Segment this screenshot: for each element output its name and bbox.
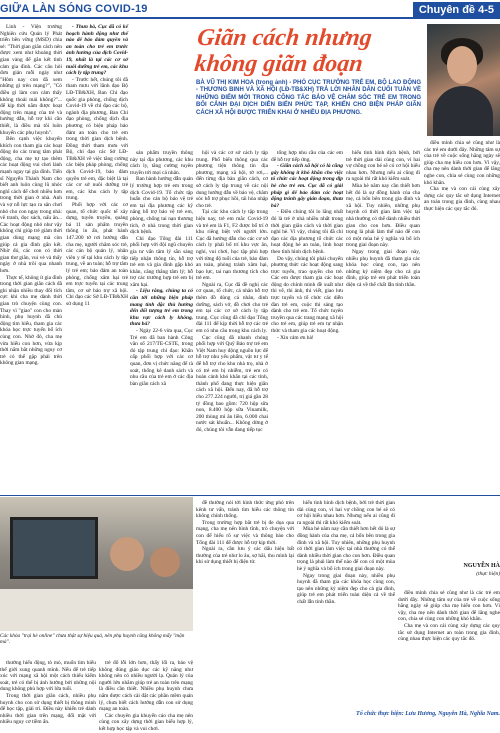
paragraph: Ngoài ra, cần lưu ý các dấu hiệu bất thường của trẻ như lo âu, sợ hãi, thu mình lại khi sử dụng thiết bị điện tử. [196, 546, 294, 566]
page-header [0, 0, 500, 20]
lower-column-2 [99, 660, 193, 732]
paragraph: điều mình chia sẻ cũng như là các trẻ em dưới đây. Những tâm sự của trẻ về cuộc sống hằng ngày sẽ giúp cha mẹ hiểu con hơn. Vì vậy, cha mẹ nên dành thời gian để lắng nghe con, chia sẻ cùng con những khó khăn. [398, 590, 500, 623]
section-divider [0, 495, 500, 496]
article-column-4 [196, 150, 268, 495]
article-column-5 [271, 150, 343, 495]
article-column-3 [130, 150, 193, 495]
paragraph: hiểu tình hình dịch bệnh, bởi trẻ thời gian dài cùng con, vì hai vợ chồng con bé sẽ có cơ hội hiểu nhau hơn. Nhưng nếu ai cũng đi ra ngoài thì rất khó kiểm soát. [346, 150, 420, 183]
children-online-photo [0, 497, 193, 631]
paragraph: tổng hợp nhu cầu của các em để hỗ trợ tiếp ứng. [271, 150, 343, 163]
interview-answer: Phối hợp với các cơ quan, tổ chức quốc tế xây dựng, tuyên truyền, quảng bá 11 sản phẩm truyền thông in ấn, phát hành 147.200 tờ rơi hướng dẫn cha mẹ, người chăm sóc trẻ, các cán bộ quản lý, nhân viên y tế tại khu cách ly tập trung, về an toàn; hỗ trợ tâm lý trẻ em; bảo đảm an toàn phòng, chống xâm hại trẻ em trực tuyến tại các trung tâm, cơ sở bảo trợ xã hội. Chỉ đạo các Sở LĐ-TB&XH sử dụng 11 [66, 202, 128, 307]
paragraph: điều mình chia sẻ cũng như là các trẻ em dưới đây. Những tâm sự của trẻ về cuộc sống hằng ngày sẽ giúp cha mẹ hiểu con hơn. Vì vậy, cha mẹ nên dành thời gian để lắng nghe con, chia sẻ cùng con những khó khăn. [424, 140, 500, 186]
paragraph: Chỉ đạo Tổng đài 111 phối hợp với đội ngũ chuyên gia tư vấn tâm lý sẵn sàng tiếp nhận thông tin, hỗ trợ trẻ em và gia đình gặp khó khăn, căng thẳng tâm lý; hỗ trợ các trường hợp trẻ em bị xâm hại. [130, 235, 193, 288]
lower-column-1 [0, 660, 96, 726]
header-rule [0, 17, 500, 19]
section-title: GIỮA LÀN SÓNG COVID-19 [0, 3, 148, 15]
paragraph: hiểu tình hình dịch bệnh, bởi trẻ thời gian dài cùng con, vì hai vợ chồng con bé sẽ có cơ hội hiểu nhau hơn. Nhưng nếu ai cũng đi ra ngoài thì rất khó kiểm soát. [297, 500, 395, 526]
paragraph: Bên cạnh việc khuyến khích con tham gia các hoạt động do các trung tâm phát động, cha mẹ tự tạo thêm các hoạt động vui chơi lành mạnh ngay tại gia đình. Tiến sĩ Nguyễn Thành Nam cho biết anh luôn cùng lũ nhóc nghĩ cách để chơi nhiều hơn trong thời gian ở nhà. Anh và vợ nỗ lực tạo ra sân chơi nhỏ cho con ngay trong nhà: vẽ tranh, đọc sách, nấu ăn... Các hoạt động nhỏ như vậy không chỉ giúp trẻ giảm thời gian dùng mạng mà còn giúp cả gia đình gắn kết. Nhờ đó, các con có thời gian thư giãn, vui vẻ và thấy ngày ở nhà trôi qua nhanh hơn. [0, 136, 62, 274]
author-note: (thực hiện) [476, 571, 500, 577]
paragraph: - Xin cảm ơn bà! [277, 334, 314, 341]
paragraph: Cục cũng đã nhanh chóng phối hợp với Quỹ Bảo trợ trẻ em Việt Nam huy động nguồn lực để hỗ trợ nhu yếu phẩm, vật tư y tế để hỗ trợ cho khu nhà trọ, nhà ở có trẻ em bị nhiễm, trẻ em có hoàn cảnh khó khăn tại các tỉnh, thành phố đang thực hiện giãn cách xã hội. Đến nay, đã hỗ trợ cho 277.224 người, trị giá gần 28 tỷ đồng bao gồm: 720 hộp sữa non, 8.400 hộp sữa Vinamilk, 200 thùng mì ăn liền, 6.000 chai nước sát khuẩn... Không dừng ở đó, chúng tôi vẫn đang tiếp tục [196, 334, 268, 433]
article-column-6 [346, 150, 420, 495]
article-lead: BÀ VŨ THỊ KIM HOA (trong ảnh) - PHÓ CỤC TRƯỞNG TRẺ EM, BỘ LAO ĐỘNG - THƯƠNG BINH VÀ XÃ HỘI (LĐ-TB&XH) TRẢ LỜI NHÂN DÂN CUỐI TUẦN VỀ NHỮNG ĐIỂM MỚI TRONG CÔNG TÁC BẢO VỆ CHĂM SÓC TRẺ EM TRONG BỐI CẢNH ĐẠI DỊCH DIỄN BIẾN PHỨC TẠP, KHIẾN CHO BIỆN PHÁP GIÃN CÁCH XÃ HỘI ĐƯỢC TRIỂN KHAI Ở NHIỀU ĐỊA PHƯƠNG. [196, 80, 421, 116]
paragraph: hội và các cơ sở cách ly tập trung. Phổ biến thông qua các phương tiện thông tin địa phương, mạng xã hội, tờ rơi,... đến từng địa bàn giãn cách, cơ sở cách ly tập trung về các nội dung hướng dẫn về bảo vệ, chăm sóc hỗ trợ phục hồi, tái hòa nhập cho trẻ. [196, 150, 268, 209]
paragraph: Trong thời gian giãn cách, nhiều phụ huynh cho con sử dụng thiết bị thông minh để học tập, giải trí. Điều này khiến trẻ dành nhiều thời gian trên mạng, đối mặt với nhiều nguy cơ tiềm ẩn. [0, 692, 96, 726]
photo-caption: Các khóa "trại hè online" chưa thật sự hiệu quả, nên phụ huynh cũng không mấy "mặn mà". [0, 633, 185, 646]
interview-question: - Liệu rằng, chúng ta có cần tới những biện pháp mang tính đặc thù hướng đến đối tượng trẻ em trong khu vực cách ly không, thưa bà? [130, 288, 193, 328]
author-name: NGUYỄN HÀ [463, 563, 500, 569]
paragraph: Cha mẹ và con cái cùng xây dựng các quy tắc sử dụng Internet an toàn trong gia đình, cùng nhau thực hiện các quy tắc đó. [398, 622, 500, 643]
paragraph: Ngay trong giai đoạn này, nhiều phụ huynh đã tham gia các khóa học cùng con, tạo nên những kỷ niệm đẹp cho cả gia đình, giúp trẻ em phát triển toàn diện cả về thể chất lẫn tinh thần. [346, 248, 420, 288]
article-headline: Giãn cách nhưng không giãn đoạn [193, 25, 374, 77]
paragraph: trẻ đổ lỗi lớn hơn, thấy lối ra, bảo vệ không đúng giáo dục các kỹ năng như không nên có nhiều người lạ. Quản lý của người lớn nhằm giúp trẻ an toàn trên mạng là điều cần thiết. Nhiều phụ huynh chưa nắm được cách cài đặt các phần mềm quản lý, chưa biết cách hướng dẫn con sử dụng mạng an toàn. [99, 660, 193, 713]
production-credits: Tổ chức thực hiện: Lưu Hương, Nguyễn Hà, Nghĩa Nam. [356, 711, 500, 717]
lower-column-4 [297, 500, 395, 710]
paragraph: Mùa hè năm nay cần thiết hơn hết đó là sự đồng hành của cha mẹ, cả bốn bên trong gia đình và xã hội. Tuy nhiên, những phụ huynh có thời gian làm việc tại nhà thường có thể dành nhiều thời gian cho con hơn. Điều quan trọng là phải làm thế nào để con có một mùa hè ý nghĩa và bổ ích trong giai đoạn này. [346, 182, 420, 249]
paragraph: Các chuyên gia khuyến cáo cha mẹ nên cùng con xây dựng thời gian biểu hợp lý, kết hợp học tập và vui chơi. [99, 712, 193, 732]
interview-question: - Giãn cách xã hội có là cũng gây không ít khó khăn cho việc tổ chức các hoạt động trong dịp hè cho trẻ em. Cục đã có giải pháp gì để bảo đảm các hoạt động tránh gây gián đoạn, thưa bà? [271, 163, 343, 209]
paragraph: - Điều chúng tôi lo lắng nhất đó là trẻ ở nhà nhiều nhất trong thời gian giãn cách và thời gian nghỉ hè. Vì vậy, chúng tôi đã chỉ đạo các địa phương tổ chức các hoạt động hè an toàn, linh hoạt theo tình hình dịch bệnh. [271, 209, 343, 255]
article-column-7 [424, 140, 500, 560]
paragraph: Trong trường hợp bắt trẻ bị đe dọa qua mạng, cha mẹ nên bình tĩnh, trò chuyện với con để hiểu rõ sự việc và thông báo cho Tổng đài 111 để được hỗ trợ kịp thời. [196, 519, 294, 546]
paragraph: Tại các khu cách ly tập trung hiện nay, trẻ em mắc Covid-19 và trẻ em là F1, F2 được bố trí ở khu riêng biệt với người lớn. Cục đã hướng dẫn cho các cơ sở cách ly phải bố trí khu vực ăn, nghỉ, vui chơi, học tập phù hợp với từng độ tuổi của trẻ, bảo đảm an toàn, phòng tránh xâm hại, bạo lực, tai nạn thương tích cho trẻ em. [196, 209, 268, 282]
topic-badge: Chuyên đề 4-5 [413, 2, 500, 18]
paragraph: Mùa hè năm nay cần thiết hơn hết đó là sự đồng hành của cha mẹ, cả bốn bên trong gia đình và xã hội. Tuy nhiên, những phụ huynh có thời gian làm việc tại nhà thường có thể dành nhiều thời gian cho con hơn. Điều quan trọng là phải làm thế nào để con có một mùa hè ý nghĩa và bổ ích trong giai đoạn này. [297, 526, 395, 572]
paragraph: sản phẩm truyền thông này tại địa phương, các khu cách ly, tăng cường tuyên truyền tới mọi cá nhân. [130, 150, 193, 176]
paragraph: Ban hành hướng dẫn quản lý trường hợp trẻ em trong dịch Covid-19. Tổ chức tập huấn cho cán bộ bảo vệ trẻ em tại địa phương các kỹ năng hỗ trợ bảo vệ trẻ em, phòng, chống tai nạn thương tích, ở nhà trong thời gian dịch bệnh. [130, 176, 193, 236]
paragraph: Do vậy, chúng tôi phải chuyển phương thức các hoạt động sang trực tuyến, trao quyền cho trẻ. Các em được tham gia các hoạt động do chính mình đề xuất như thi vẽ, thi ảnh, thi viết, giao lưu trực tuyến và tổ chức các diễn đàn trẻ em, cuộc thi sáng tạo dành cho trẻ em. Tổ chức tuyên truyền qua các trang mạng xã hội cho trẻ em, giúp trẻ em tự nhận thức và tham gia các hoạt động. [271, 255, 343, 335]
paragraph: - Ngày 22-6 vừa qua, Cục Trẻ em đã ban hành Công văn số 217/TE-CSTE, trong đó tập trung chỉ đạo: Khẩn cấp phối hợp với các cơ quan, đơn vị chức năng để rà soát, thống kê danh sách và nhu cầu của trẻ em ở các địa bàn giãn cách xã [130, 328, 193, 387]
paragraph: Ngoài ra, Cục đã đề nghị các cơ quan, tổ chức, cá nhân hỗ trợ thêm đồ dùng cá nhân, dinh dưỡng, sách vở, đồ chơi cho trẻ em tại các cơ sở cách ly tập trung. Cục cũng đã chỉ đạo Tổng đài 111 để kịp thời hỗ trợ các trẻ em có nhu cầu trong khu cách ly. [196, 281, 268, 335]
paragraph: thường hiểu động, tò mò, muốn tìm hiểu thế giới xung quanh mình. Nếu để trẻ tiếp xúc với mạng xã hội một cách thiếu kiểm soát, trẻ có thể bị ảnh hưởng bởi những nội dung không phù hợp với lứa tuổi. [0, 660, 96, 693]
lower-column-5 [398, 590, 500, 710]
article-column-2 [66, 24, 128, 494]
paragraph: đề thường nói tới hình thức ứng phó trên kênh tư vấn, tránh tìm hiểu các thông tin không chính thống. [196, 500, 294, 520]
paragraph: Linh - Viện trưởng Nghiên cứu Quản lý Phát triển bền vững (MSD) chia sẻ: "Thời gian giãn cách nên được xem như khoảng thời gian vàng để gắn kết tình cảm gia đình. Các câu hỏi đơn giản mỗi ngày như "Hôm nay con đã xem những gì trên mạng?", "Có điều gì làm con cảm thấy không thoải mái không?"... để kịp thời nắm được hoạt động trên mạng của trẻ và hướng dẫn, hỗ trợ khi cần thiết, là điều mà tôi luôn khuyến các phụ huynh". [0, 24, 62, 136]
paragraph: Ngay trong giai đoạn này, nhiều phụ huynh đã tham gia các khóa học cùng con, tạo nên những kỷ niệm đẹp cho cả gia đình, giúp trẻ em phát triển toàn diện cả về thể chất lẫn tinh thần. [297, 572, 395, 605]
interview-answer: - Trước hết, chúng tôi đã tham mưu với lãnh đạo Bộ LĐ-TB&XH, Ban Chỉ đạo quốc gia phòng, chống dịch Covid-19 về chỉ đạo các bộ, ngành địa phương, Ban Chỉ đạo phòng, chống dịch địa phương có biện pháp bảo đảm an toàn cho trẻ em trong thời gian dịch bệnh. Đồng thời tham mưu với Bộ, chỉ đạo các Sở LĐ-TB&XH về việc tăng cường các biện pháp phòng, chống dịch Covid-19, bảo đảm quyền trẻ em, đặc biệt là tại các cơ sở nuôi dưỡng trẻ em, các khu cách ly tập trung. [66, 76, 128, 202]
paragraph: Thực tế, không ít gia đình trong thời gian giãn cách đã ghi nhận nhiều thay đổi tích cực khi cha mẹ dành thời gian trò chuyện cùng con. Thay vì "giao" con cho màn hình, phụ huynh đã chủ động tìm hiểu, tham gia các khóa học trực tuyến bổ ích cùng con. Nhờ đó, cha mẹ vừa hiểu con hơn, vừa kịp thời nắm bắt những nguy cơ trẻ có thể gặp phải trên không gian mạng. [0, 274, 62, 367]
article-column-1 [0, 24, 62, 494]
paragraph: Cha mẹ và con cái cùng xây dựng các quy tắc sử dụng Internet an toàn trong gia đình, cùng nhau thực hiện các quy tắc đó. [424, 186, 500, 212]
interview-question: - Thưa bà, Cục đã có kế hoạch hành động như thế nào để bảo đảm quyền và an toàn cho trẻ em trước ảnh hưởng của dịch Covid-19, nhất là tại các cơ sở nuôi dưỡng trẻ em, các khu cách ly tập trung? [66, 24, 128, 77]
portrait-photo [427, 24, 500, 136]
lower-column-3 [196, 500, 294, 710]
